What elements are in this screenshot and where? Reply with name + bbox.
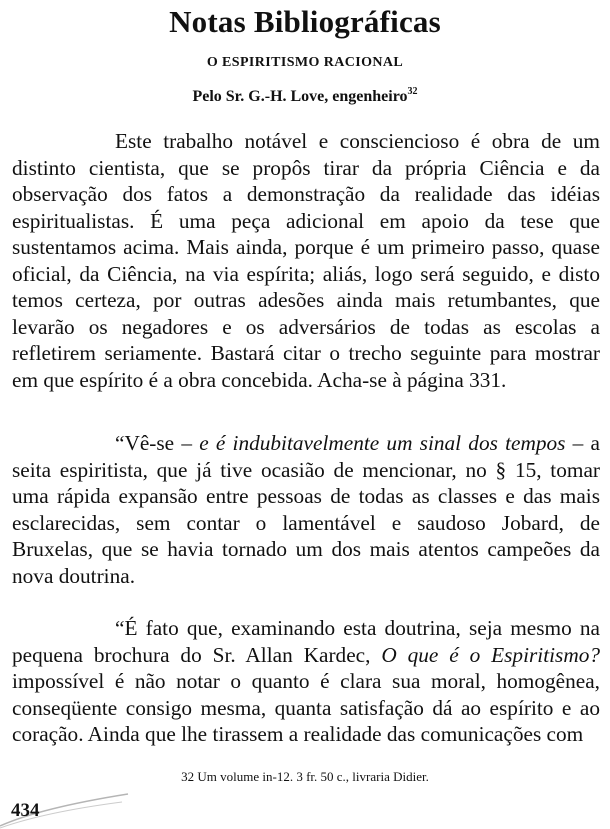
section-subtitle: O ESPIRITISMO RACIONAL — [206, 55, 404, 70]
page-title: Notas Bibliográficas — [169, 4, 441, 39]
footnote: 32 Um volume in-12. 3 fr. 50 c., livraria Didier. — [181, 769, 429, 784]
paragraph-3 — [12, 615, 600, 748]
paragraph-2 — [12, 430, 600, 589]
paragraph-3-start: “É fato que, examinando esta doutrina, seja mesmo na pequena brochura do Sr. Allan Kardec, — [12, 616, 600, 667]
footnote-reference: 32 — [407, 86, 418, 97]
paragraph-2-rest: – a seita espiritista, que já tive ocasião de mencionar, no § 15, tomar uma rápida expansão entre pessoas de todas as classes e das mais esclarecidas, sem contar o lamentável e saudoso Jobard, de Bruxelas, que se havia tornado um dos mais atentos campeões da nova doutrina. — [12, 431, 600, 588]
book-title-italic: O que é o Espiritismo? — [381, 642, 600, 667]
paragraph-3-rest: impossível é não notar o quanto é clara sua moral, homogênea, conseqüente consigo mesma, quanta satisfação dá ao espírito e ao coração. Ainda que lhe tirassem a realidade das comunicações com — [12, 669, 600, 746]
author-text: Pelo Sr. G.-H. Love, engenheiro — [192, 88, 408, 105]
paragraph-1: Este trabalho notável e consciencioso é obra de um distinto cientista, que se propôs tirar da própria Ciência e da observação dos fatos a demonstração da realidade das idéias espiritualistas. É uma peça adicional em apoio da tese que sustentamos acima. Mais ainda, porque é um primeiro passo, quase oficial, da Ciência, na via espírita; aliás, logo será seguido, e disto temos certeza, por outras adesões ainda mais retumbantes, que levarão os negadores e os adversários de todas as escolas a refletirem seriamente. Bastará citar o trecho seguinte para mostrar em que espírito é a obra concebida. Acha-se à página 331. — [12, 129, 600, 392]
paragraph-2-start: “Vê-se – — [115, 431, 200, 455]
author-line — [0, 86, 610, 106]
page-number: 434 — [11, 800, 40, 821]
paragraph-2-italic: e é indubitavelmente um sinal dos tempos — [199, 431, 566, 455]
